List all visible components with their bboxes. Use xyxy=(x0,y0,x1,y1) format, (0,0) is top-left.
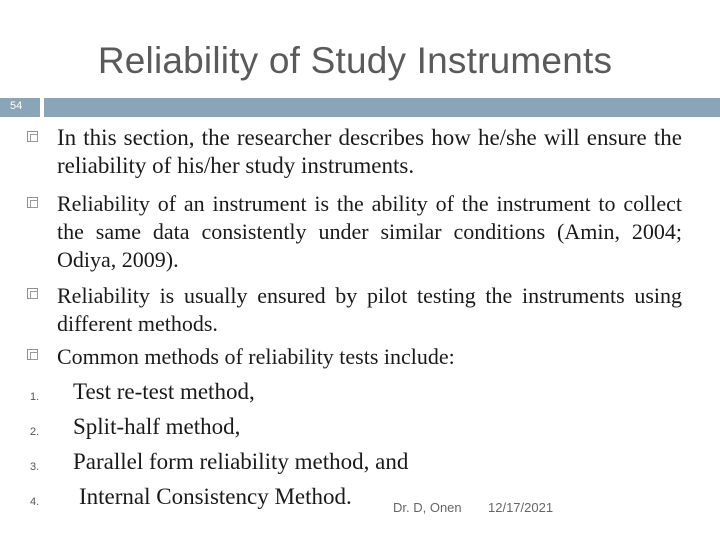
footer-date: 12/17/2021 xyxy=(488,500,554,515)
bullet-text: Common methods of reliability tests include: xyxy=(57,344,455,369)
list-item: Parallel form reliability method, and xyxy=(73,449,409,474)
list-marker: 3. xyxy=(30,461,40,473)
bullet-text: Reliability of an instrument is the ability of the instrument to collect the same data consistently under similar conditions (Amin, 2004; Odiya, 2009). xyxy=(57,191,682,272)
footer-author: Dr. D, Onen xyxy=(393,500,462,515)
slide-title: Reliability of Study Instruments xyxy=(97,40,613,81)
list-item: Test re-test method, xyxy=(73,379,255,404)
square-bullet-icon xyxy=(27,197,38,208)
list-item: Split-half method, xyxy=(73,414,241,439)
square-bullet-icon xyxy=(27,349,38,360)
square-bullet-icon xyxy=(27,131,38,142)
list-item: Internal Consistency Method. xyxy=(79,484,352,509)
square-bullet-icon xyxy=(27,288,38,299)
slide-number: 54 xyxy=(10,100,23,112)
header-accent-bar xyxy=(44,98,720,117)
list-marker: 2. xyxy=(30,426,40,438)
bullet-text: Reliability is usually ensured by pilot testing the instruments using different methods. xyxy=(57,283,682,336)
list-marker: 4. xyxy=(30,496,40,508)
bullet-text: In this section, the researcher describes how he/she will ensure the reliability of his/her study instruments. xyxy=(57,125,682,178)
list-marker: 1. xyxy=(30,391,40,403)
